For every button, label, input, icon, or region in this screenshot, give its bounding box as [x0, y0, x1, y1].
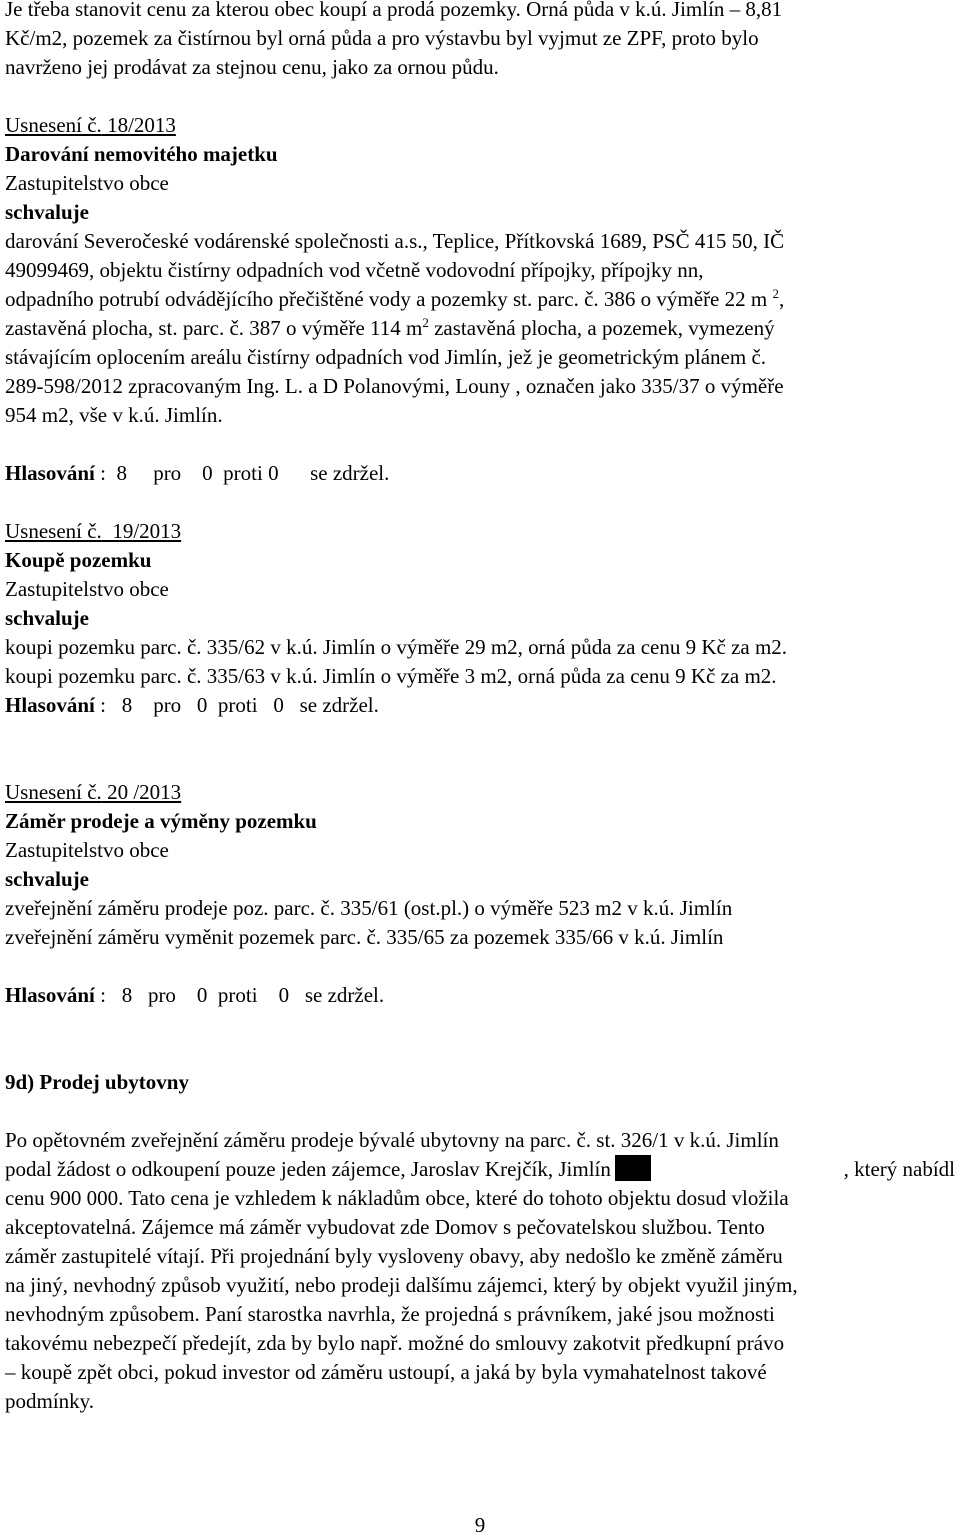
section-9d-line-7: nevhodným způsobem. Paní starostka navrhla, že projedná s právníkem, jaké jsou možnosti	[5, 1302, 775, 1326]
section-9d-line-1: Po opětovném zveřejnění záměru prodeje bývalé ubytovny na parc. č. st. 326/1 v k.ú. Jimlín	[5, 1128, 779, 1152]
section-9d-line-4: akceptovatelná. Zájemce má záměr vybudovat zde Domov s pečovatelskou službou. Tento	[5, 1215, 765, 1239]
resolution-19-title: Koupě pozemku	[5, 548, 152, 572]
resolution-19-verb: schvaluje	[5, 606, 89, 630]
resolution-19-vote: Hlasování : 8 pro 0 proti 0 se zdržel.	[5, 693, 379, 717]
resolution-18-line-7: 954 m2, vše v k.ú. Jimlín.	[5, 403, 223, 427]
resolution-20-header: Usnesení č. 20 /2013	[5, 780, 182, 804]
resolution-label: Usnesení č.	[5, 113, 102, 137]
intro-line-2: Kč/m2, pozemek za čistírnou byl orná půda a pro výstavbu byl vyjmut ze ZPF, proto bylo	[5, 26, 759, 50]
resolution-19-line-2: koupi pozemku parc. č. 335/63 v k.ú. Jimlín o výměře 3 m2, orná půda za cenu 9 Kč za m2.	[5, 664, 777, 688]
section-9d-line-5: záměr zastupitelé vítají. Při projednání byly vysloveny obavy, aby nedošlo ke změně záměru	[5, 1244, 783, 1268]
resolution-18-line-4: zastavěná plocha, st. parc. č. 387 o výměře 114 $m^2$ zastavěná plocha, a pozemek, vymezený	[5, 315, 775, 340]
resolution-20-line-2: zveřejnění záměru vyměnit pozemek parc. č. 335/65 za pozemek 335/66 v k.ú. Jimlín	[5, 925, 724, 949]
resolution-19-org: Zastupitelstvo obce	[5, 577, 169, 601]
resolution-18-org: Zastupitelstvo obce	[5, 171, 169, 195]
section-9d-line-6: na jiný, nevhodný způsob využití, nebo prodeji dalšímu zájemci, který by objekt využil jiným,	[5, 1273, 798, 1297]
resolution-20-vote: Hlasování : 8 pro 0 proti 0 se zdržel.	[5, 983, 385, 1007]
resolution-20-line-1: zveřejnění záměru prodeje poz. parc. č. 335/61 (ost.pl.) o výměře 523 m2 v k.ú. Jimlín	[5, 896, 733, 920]
section-9d-line-9: – koupě zpět obci, pokud investor od záměru ustoupí, a jaká by byla vymahatelnost takové	[5, 1360, 767, 1384]
resolution-20-verb: schvaluje	[5, 867, 89, 891]
section-9d-heading: 9d) Prodej ubytovny	[5, 1070, 189, 1094]
resolution-18-header	[5, 111, 955, 140]
section-9d-line-8: takovému nebezpečí předejít, zda by bylo např. možné do smlouvy zakotvit předkupní právo	[5, 1331, 785, 1355]
section-9d-line-2: podal žádost o odkoupení pouze jeden zájemce, Jaroslav Krejčík, Jimlín , který nabídl	[5, 1157, 955, 1181]
section-9d	[5, 1068, 955, 1416]
resolution-19-header: Usnesení č. 19/2013	[5, 519, 182, 543]
resolution-18-line-5: stávajícím oplocením areálu čistírny odpadních vod Jimlín, jež je geometrickým plánem č.	[5, 345, 767, 369]
resolution-18-vote: Hlasování : 8 pro 0 proti 0 se zdržel.	[5, 461, 390, 485]
resolution-18-line-2: 49099469, objektu čistírny odpadních vod včetně vodovodní přípojky, přípojky nn,	[5, 258, 704, 282]
resolution-18-title: Darování nemovitého majetku	[5, 142, 278, 166]
section-9d-line-10: podmínky.	[5, 1389, 95, 1413]
section-9d-line-3: cenu 900 000. Tato cena je vzhledem k nákladům obce, které do tohoto objektu dosud vložila	[5, 1186, 789, 1210]
intro-line-3: navrženo jej prodávat za stejnou cenu, jako za ornou půdu.	[5, 55, 499, 79]
resolution-18-verb: schvaluje	[5, 200, 89, 224]
resolution-20-title: Záměr prodeje a výměny pozemku	[5, 809, 317, 833]
resolution-20-org: Zastupitelstvo obce	[5, 838, 169, 862]
intro-line-1: Je třeba stanovit cenu za kterou obec koupí a prodá pozemky. Orná půda v k.ú. Jimlín – 8,81	[5, 0, 783, 21]
resolution-18	[5, 111, 955, 488]
resolution-19	[5, 517, 955, 720]
resolution-number: 18/2013	[101, 113, 176, 137]
resolution-18-line-6: 289-598/2012 zpracovaným Ing. L. a D Polanovými, Louny , označen jako 335/37 o výměře	[5, 374, 784, 398]
intro-paragraph	[5, 0, 955, 82]
page-number: 9	[474, 1513, 486, 1537]
resolution-20	[5, 778, 955, 1010]
resolution-18-line-1: darování Severočeské vodárenské společnosti a.s., Teplice, Přítkovská 1689, PSČ 415 50, IČ	[5, 229, 785, 253]
resolution-19-line-1: koupi pozemku parc. č. 335/62 v k.ú. Jimlín o výměře 29 m2, orná půda za cenu 9 Kč za m2.	[5, 635, 788, 659]
redaction-block	[615, 1155, 651, 1181]
resolution-18-line-3: odpadního potrubí odvádějícího přečištěné vody a pozemky st. parc. č. 386 o výměře 22 m $^2$,	[5, 286, 785, 311]
